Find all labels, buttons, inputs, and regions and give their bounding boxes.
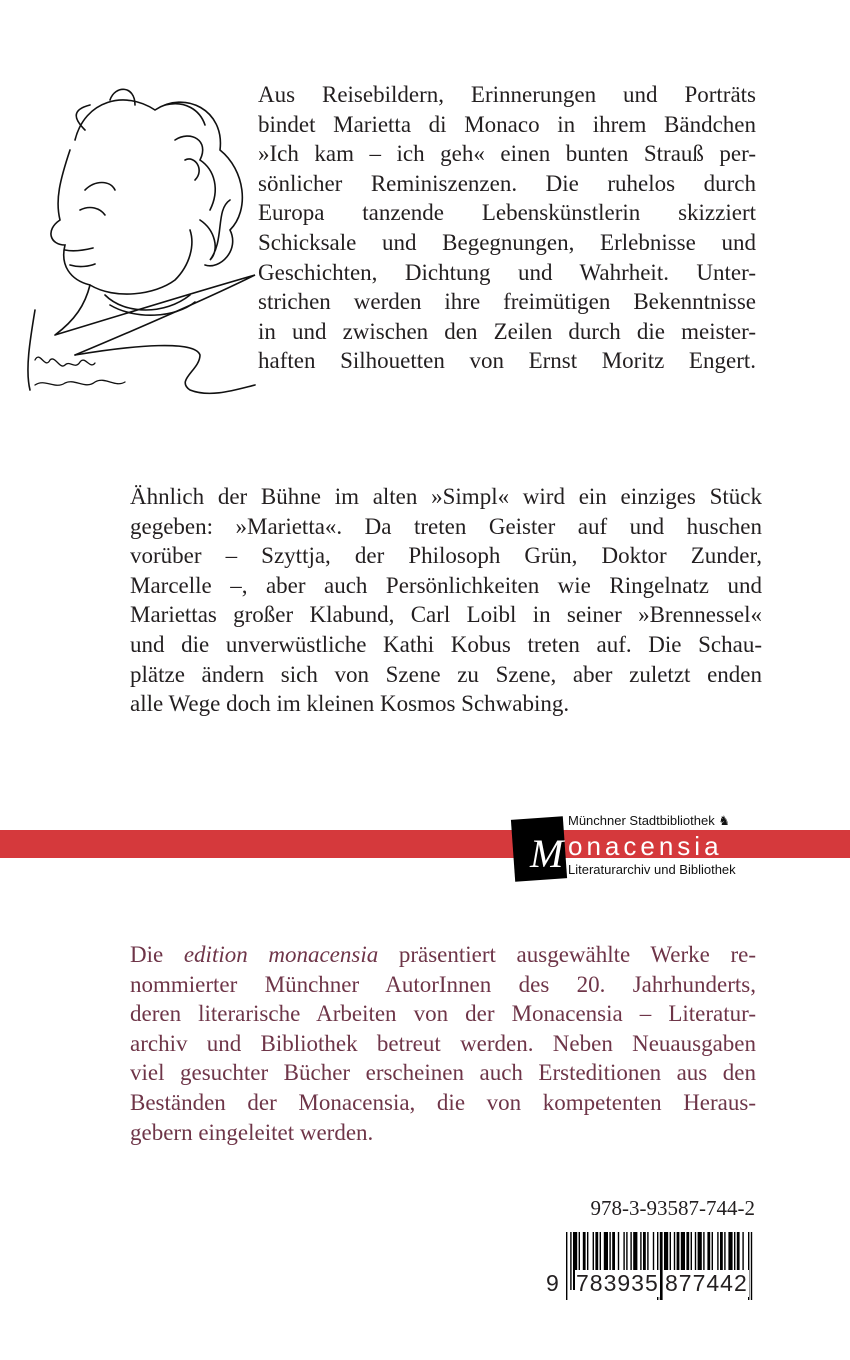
text-line: Beständen der Monacensia, die von kompetenten Heraus- (130, 1089, 756, 1115)
barcode-bar (751, 1232, 752, 1300)
text-line: haften Silhouetten von Ernst Moritz Engert. (258, 348, 756, 374)
barcode-bar (570, 1232, 571, 1290)
barcode-digits-right: 877442 (665, 1270, 748, 1296)
edition-name: edition monacensia (183, 942, 379, 967)
barcode-bar (566, 1232, 567, 1300)
text-line: vorüber – Szyttja, der Philosoph Grün, Doktor Zunder, (130, 543, 762, 569)
text-line: viel gesuchter Bücher erscheinen auch Ersteditionen aus den (130, 1060, 756, 1086)
text-line: Mariettas großer Klabund, Carl Loibl in seiner »Brennessel« (130, 602, 762, 628)
text-line: strichen werden ihre freimütigen Bekenntnisse (258, 289, 756, 315)
text-segment: Die (130, 942, 164, 967)
text-line: nommierter Münchner AutorInnen des 20. Jahrhunderts, (130, 971, 756, 997)
text-line: »Ich kam – ich geh« einen bunten Strauß per- (258, 141, 756, 167)
text-line: bindet Marietta di Monaco in ihrem Bändchen (258, 111, 756, 137)
text-line: sönlicher Reminiszenzen. Die ruhelos durch (258, 170, 756, 196)
text-line: Geschichten, Dichtung und Wahrheit. Unter- (258, 259, 756, 285)
portrait-sketch (15, 80, 260, 400)
text-line: Ähnlich der Bühne im alten »Simpl« wird ein einziges Stück (130, 484, 762, 509)
coat-of-arms-icon: ♞ (718, 813, 730, 828)
text-line: Aus Reisebildern, Erinnerungen und Porträts (258, 82, 756, 107)
text-line: Marcelle –, aber auch Persönlichkeiten wie Ringelnatz und (130, 572, 762, 598)
barcode-digits-left: 783935 (576, 1270, 659, 1296)
text-line: gegeben: »Marietta«. Da treten Geister auf und huschen (130, 513, 762, 539)
text-line (130, 940, 756, 970)
edition-paragraph (130, 940, 756, 1147)
barcode-digit: 9 (546, 1270, 559, 1296)
text-line: Schicksale und Begegnungen, Erlebnisse und (258, 229, 756, 255)
logo-initial: M (530, 831, 564, 876)
logo-top-text (568, 813, 730, 829)
logo-top-label: Münchner Stadtbibliothek (568, 813, 715, 828)
text-line: Europa tanzende Lebenskünstlerin skizziert (258, 200, 756, 226)
text-segment: präsentiert ausgewählte Werke re- (398, 942, 757, 967)
logo-bottom-text: Literaturarchiv und Bibliothek (568, 862, 736, 877)
barcode-bar (660, 1232, 663, 1300)
logo-name: onacensia (568, 831, 723, 861)
text-line: und die unverwüstliche Kathi Kobus treten auf. Die Schau- (130, 631, 762, 657)
text-line: in und zwischen den Zeilen durch die meister- (258, 318, 756, 344)
text-line: deren literarische Arbeiten von der Monacensia – Literatur- (130, 1001, 756, 1027)
text-line: alle Wege doch im kleinen Kosmos Schwabing. (130, 691, 570, 717)
isbn-number: 978-3-93587-744-2 (590, 1196, 755, 1220)
description-paragraph-1 (258, 80, 756, 376)
text-line: archiv und Bibliothek betreut werden. Neben Neuausgaben (130, 1030, 756, 1056)
description-paragraph-2 (130, 482, 762, 719)
text-line: gebern eingeleitet werden. (130, 1119, 374, 1145)
text-line: plätze ändern sich von Szene zu Szene, aber zuletzt enden (130, 661, 762, 687)
